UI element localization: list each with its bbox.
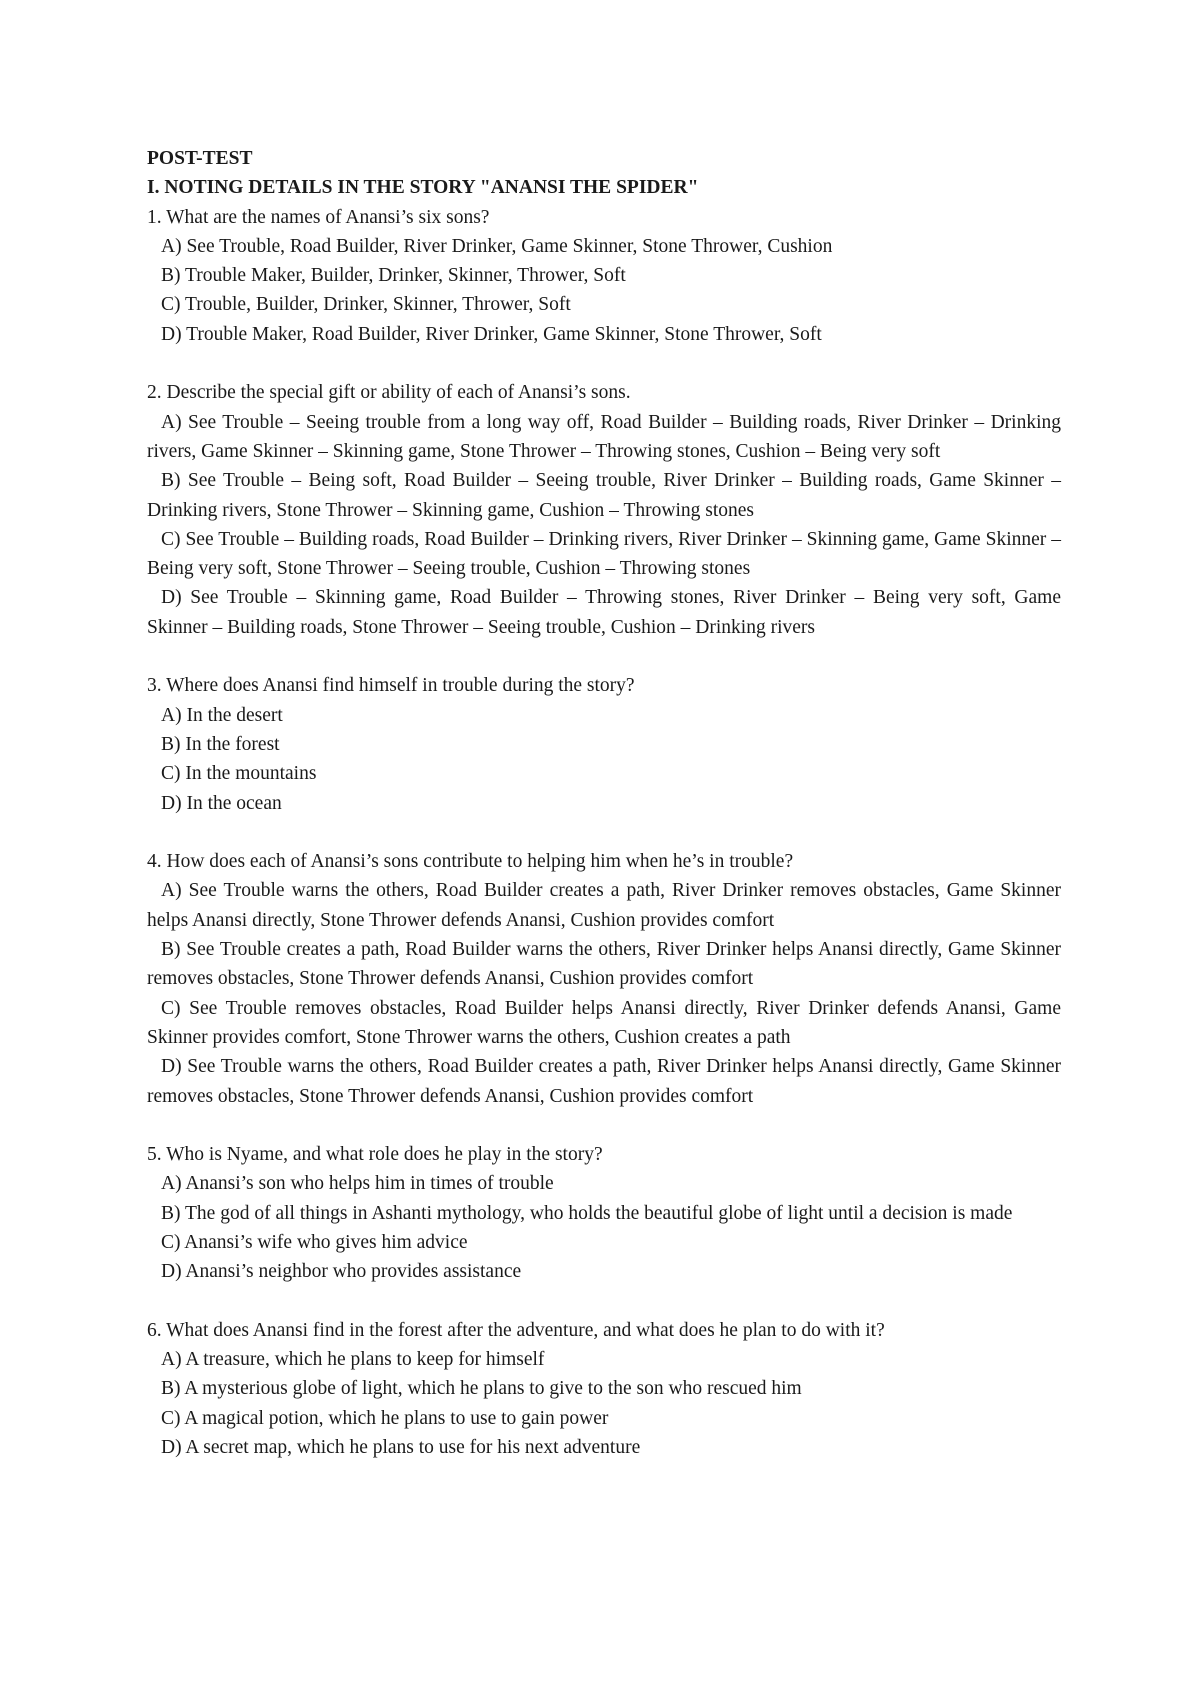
option-c: C) See Trouble – Building roads, Road Builder – Drinking rivers, River Drinker – Skinning game, Game Skinner – Being very soft, Stone Thrower – Seeing trouble, Cushion – Throwing stones xyxy=(147,528,1061,580)
option-b: B) See Trouble – Being soft, Road Builder – Seeing trouble, River Drinker – Building roads, Game Skinner – Drinking rivers, Stone Thrower – Skinning game, Cushion – Throwing stones xyxy=(147,470,1061,521)
option-d: D) Anansi’s neighbor who provides assistance xyxy=(161,1261,522,1283)
question-text: 3. Where does Anansi find himself in trouble during the story? xyxy=(147,675,635,697)
option-c: C) See Trouble removes obstacles, Road Builder helps Anansi directly, River Drinker defends Anansi, Game Skinner provides comfort, Stone Thrower warns the others, Cushion creates a path xyxy=(147,997,1061,1048)
question-1 xyxy=(147,203,1061,349)
question-text: 2. Describe the special gift or ability of each of Anansi’s sons. xyxy=(147,382,631,404)
question-4 xyxy=(147,847,1061,1111)
option-b: B) Trouble Maker, Builder, Drinker, Skinner, Thrower, Soft xyxy=(161,265,626,287)
option-a: A) See Trouble warns the others, Road Builder creates a path, River Drinker removes obstacles, Game Skinner helps Anansi directly, Stone Thrower defends Anansi, Cushion provides comfort xyxy=(147,880,1061,931)
question-text: 5. Who is Nyame, and what role does he play in the story? xyxy=(147,1144,603,1166)
question-5 xyxy=(147,1140,1061,1286)
document-page xyxy=(147,144,1061,1462)
option-b: B) See Trouble creates a path, Road Builder warns the others, River Drinker helps Anansi directly, Game Skinner removes obstacles, Stone Thrower defends Anansi, Cushion provides comfort xyxy=(147,939,1061,990)
option-a: A) See Trouble, Road Builder, River Drinker, Game Skinner, Stone Thrower, Cushion xyxy=(161,235,833,257)
option-d: D) See Trouble warns the others, Road Builder creates a path, River Drinker helps Anansi directly, Game Skinner removes obstacles, Stone Thrower defends Anansi, Cushion provides comfort xyxy=(147,1056,1061,1107)
option-a: A) A treasure, which he plans to keep for himself xyxy=(161,1349,545,1371)
option-a: A) See Trouble – Seeing trouble from a long way off, Road Builder – Building roads, River Drinker – Drinking rivers, Game Skinner – Skinning game, Stone Thrower – Throwing stones, Cushion – Being very soft xyxy=(147,411,1061,462)
option-d: D) A secret map, which he plans to use for his next adventure xyxy=(161,1437,641,1459)
option-c: C) A magical potion, which he plans to use to gain power xyxy=(161,1407,609,1429)
option-a: A) In the desert xyxy=(161,704,283,726)
question-3 xyxy=(147,671,1061,817)
question-text: 6. What does Anansi find in the forest after the adventure, and what does he plan to do with it? xyxy=(147,1319,885,1341)
option-c: C) Anansi’s wife who gives him advice xyxy=(161,1231,468,1253)
question-text: 1. What are the names of Anansi’s six sons? xyxy=(147,206,490,228)
page-title: POST-TEST xyxy=(147,148,253,169)
option-a: A) Anansi’s son who helps him in times of trouble xyxy=(161,1173,554,1195)
question-text: 4. How does each of Anansi’s sons contribute to helping him when he’s in trouble? xyxy=(147,851,794,873)
question-2 xyxy=(147,378,1061,642)
question-6 xyxy=(147,1316,1061,1462)
option-d: D) See Trouble – Skinning game, Road Builder – Throwing stones, River Drinker – Being very soft, Game Skinner – Building roads, Stone Thrower – Seeing trouble, Cushion – Drinking rivers xyxy=(147,587,1061,638)
option-b: B) In the forest xyxy=(161,733,280,755)
section-heading: I. NOTING DETAILS IN THE STORY "ANANSI THE SPIDER" xyxy=(147,177,699,199)
option-c: C) Trouble, Builder, Drinker, Skinner, Thrower, Soft xyxy=(161,294,571,316)
option-b: B) A mysterious globe of light, which he plans to give to the son who rescued him xyxy=(161,1378,802,1400)
option-b: B) The god of all things in Ashanti mythology, who holds the beautiful globe of light until a decision is made xyxy=(161,1202,1013,1224)
option-d: D) In the ocean xyxy=(161,792,282,814)
option-d: D) Trouble Maker, Road Builder, River Drinker, Game Skinner, Stone Thrower, Soft xyxy=(161,323,822,345)
option-c: C) In the mountains xyxy=(161,763,317,785)
